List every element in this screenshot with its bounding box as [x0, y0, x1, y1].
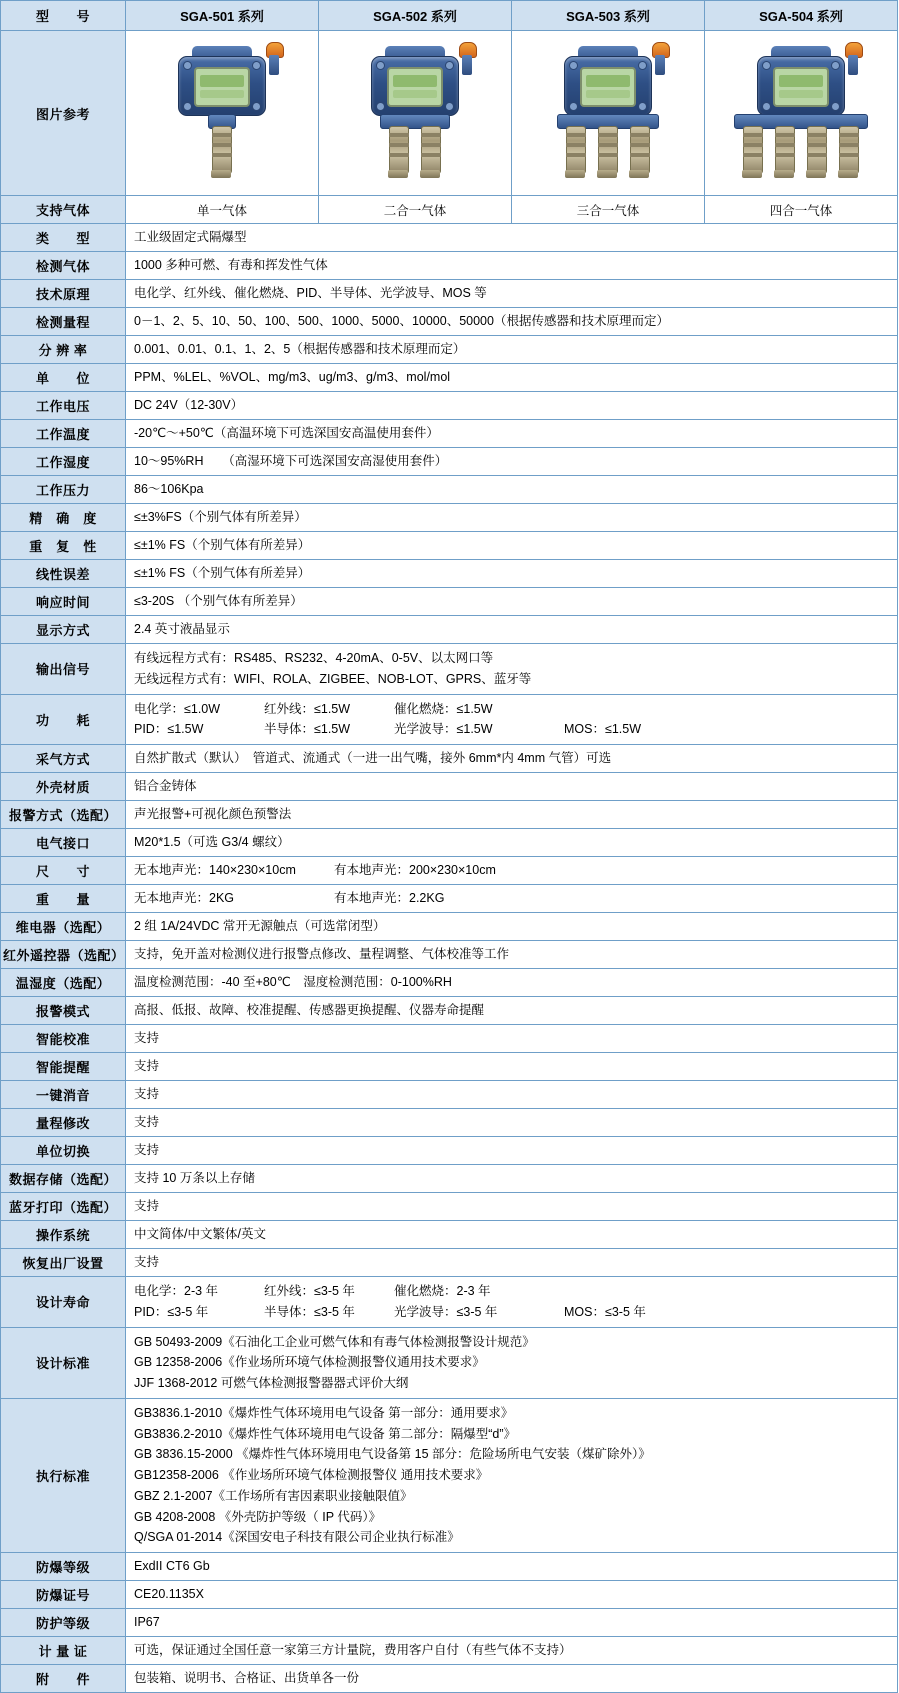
row-value: ≤3-20S （个别气体有所差异）	[126, 588, 898, 616]
table-row	[1, 392, 898, 420]
row-label: 智能校准	[1, 1025, 126, 1053]
row-value: ExdII CT6 Gb	[126, 1553, 898, 1581]
model-504: SGA-504 系列	[705, 1, 898, 31]
table-row-weight	[1, 885, 898, 913]
table-row	[1, 1193, 898, 1221]
row-label: 单位切换	[1, 1137, 126, 1165]
row-value: DC 24V（12-30V）	[126, 392, 898, 420]
weight-with-alarm: 有本地声光：2.2KG	[334, 891, 445, 906]
table-row-power	[1, 694, 898, 745]
table-row	[1, 588, 898, 616]
row-label: 采气方式	[1, 745, 126, 773]
model-502: SGA-502 系列	[319, 1, 512, 31]
table-row-design-life	[1, 1277, 898, 1328]
size-with-alarm: 有本地声光：200×230×10cm	[334, 863, 496, 878]
gas-sensor-probe	[775, 126, 795, 174]
row-label: 电气接口	[1, 829, 126, 857]
table-row	[1, 913, 898, 941]
weight-without-alarm: 无本地声光：2KG	[134, 891, 235, 906]
row-label: 恢复出厂设置	[1, 1249, 126, 1277]
row-label: 操作系统	[1, 1221, 126, 1249]
weight-values	[134, 889, 889, 908]
life-line-1	[134, 1281, 889, 1302]
power-electrochemical: 电化学：≤1.0W	[134, 701, 221, 716]
table-row	[1, 1249, 898, 1277]
row-value: 0－1、2、5、10、50、100、500、1000、5000、10000、50000（根据传感器和技术原理而定）	[126, 308, 898, 336]
alarm-lamp-icon	[651, 42, 669, 76]
execution-standard-item: GBZ 2.1-2007《工作场所有害因素职业接触限值》	[134, 1488, 413, 1503]
table-row	[1, 476, 898, 504]
row-label: 工作湿度	[1, 448, 126, 476]
row-label-image-reference: 图片参考	[1, 31, 126, 196]
table-row	[1, 941, 898, 969]
row-value: 电化学、红外线、催化燃烧、PID、半导体、光学波导、MOS 等	[126, 280, 898, 308]
row-value: 0.001、0.01、0.1、1、2、5（根据传感器和技术原理而定）	[126, 336, 898, 364]
life-infrared: 红外线：≤3-5 年	[264, 1284, 355, 1298]
row-label: 工作压力	[1, 476, 126, 504]
device-image-503	[512, 31, 705, 196]
execution-standard-item: GB 3836.15-2000 《爆炸性气体环境用电气设备第 15 部分：危险场所电气安装（煤矿除外）》	[134, 1447, 651, 1462]
row-value: CE20.1135X	[126, 1581, 898, 1609]
supported-gas-502: 二合一气体	[319, 196, 512, 224]
table-row	[1, 969, 898, 997]
row-label: 外壳材质	[1, 773, 126, 801]
row-value: 包装箱、说明书、合格证、出货单各一份	[126, 1665, 898, 1693]
row-label: 检测气体	[1, 252, 126, 280]
life-optical-waveguide: 光学波导：≤3-5 年	[394, 1304, 498, 1319]
row-value: 10～95%RH （高湿环境下可选深国安高湿使用套件）	[126, 448, 898, 476]
device-image-502	[319, 31, 512, 196]
device-body	[564, 56, 652, 116]
row-label: 附 件	[1, 1665, 126, 1693]
life-catalytic: 催化燃烧：2-3 年	[394, 1284, 491, 1298]
power-semiconductor: 半导体：≤1.5W	[264, 722, 351, 737]
row-value: IP67	[126, 1609, 898, 1637]
table-row	[1, 1637, 898, 1665]
gas-sensor-probe	[743, 126, 763, 174]
table-row	[1, 364, 898, 392]
row-value: 自然扩散式（默认） 管道式、流通式（一进一出气嘴，接外 6mm*内 4mm 气管）可选	[126, 745, 898, 773]
size-values	[134, 861, 889, 880]
output-wired: 有线远程方式有：RS485、RS232、4-20mA、0-5V、以太网口等	[134, 651, 494, 665]
row-label: 类 型	[1, 224, 126, 252]
alarm-lamp-icon	[458, 42, 476, 76]
row-label: 蓝牙打印（选配）	[1, 1193, 126, 1221]
table-row	[1, 224, 898, 252]
supported-gas-501: 单一气体	[126, 196, 319, 224]
row-value: 支持 10 万条以上存储	[126, 1165, 898, 1193]
row-label: 防爆等级	[1, 1553, 126, 1581]
row-value: ≤±1% FS（个别气体有所差异）	[126, 560, 898, 588]
table-row	[1, 997, 898, 1025]
row-value: 2.4 英寸液晶显示	[126, 616, 898, 644]
execution-standard-item: Q/SGA 01-2014《深国安电子科技有限公司企业执行标准》	[134, 1530, 460, 1545]
row-value: 支持	[126, 1109, 898, 1137]
row-label: 计 量 证	[1, 1637, 126, 1665]
row-label-power: 功 耗	[1, 694, 126, 745]
row-value-output-signal	[126, 644, 898, 695]
row-label: 维电器（选配）	[1, 913, 126, 941]
table-row-supported-gas	[1, 196, 898, 224]
gas-sensor-probe	[630, 126, 650, 174]
table-row	[1, 252, 898, 280]
power-infrared: 红外线：≤1.5W	[264, 701, 351, 716]
design-standard-item: GB 50493-2009《石油化工企业可燃气体和有毒气体检测报警设计规范》	[134, 1334, 535, 1349]
row-value: 支持	[126, 1053, 898, 1081]
device-image-504	[705, 31, 898, 196]
row-label: 分 辨 率	[1, 336, 126, 364]
execution-standard-item: GB 4208-2008 《外壳防护等级（ IP 代码）》	[134, 1509, 382, 1524]
device-illustration-SGA-501	[147, 38, 297, 188]
table-row-design-standard	[1, 1327, 898, 1398]
row-value: 温度检测范围：-40 至+80℃ 湿度检测范围：0-100%RH	[126, 969, 898, 997]
gas-sensor-probe	[839, 126, 859, 174]
size-without-alarm: 无本地声光：140×230×10cm	[134, 863, 296, 878]
table-row	[1, 308, 898, 336]
table-row	[1, 1025, 898, 1053]
row-value: 高报、低报、故障、校准提醒、传感器更换提醒、仪器寿命提醒	[126, 997, 898, 1025]
row-label-supported-gas: 支持气体	[1, 196, 126, 224]
table-row	[1, 1165, 898, 1193]
row-label-output-signal: 输出信号	[1, 644, 126, 695]
row-label: 精 确 度	[1, 504, 126, 532]
device-display	[580, 67, 636, 107]
row-value: 2 组 1A/24VDC 常开无源触点（可选常闭型）	[126, 913, 898, 941]
row-value-execution-standard	[126, 1398, 898, 1552]
row-value: 声光报警+可视化颜色预警法	[126, 801, 898, 829]
row-label-execution-standard: 执行标准	[1, 1398, 126, 1552]
device-illustration-SGA-502	[340, 38, 490, 188]
power-line-1	[134, 699, 889, 720]
table-row	[1, 280, 898, 308]
life-mos: MOS：≤3-5 年	[564, 1304, 646, 1319]
table-row	[1, 616, 898, 644]
row-label: 线性误差	[1, 560, 126, 588]
row-label: 数据存储（选配）	[1, 1165, 126, 1193]
supported-gas-504: 四合一气体	[705, 196, 898, 224]
row-value-weight	[126, 885, 898, 913]
table-row	[1, 532, 898, 560]
table-row	[1, 1081, 898, 1109]
table-row	[1, 801, 898, 829]
row-value: 支持	[126, 1193, 898, 1221]
row-label: 一键消音	[1, 1081, 126, 1109]
row-label-model: 型 号	[1, 1, 126, 31]
row-value: 支持	[126, 1025, 898, 1053]
model-501: SGA-501 系列	[126, 1, 319, 31]
device-illustration-SGA-503	[533, 38, 683, 188]
row-value: 支持	[126, 1081, 898, 1109]
row-value-power	[126, 694, 898, 745]
row-value: ≤±3%FS（个别气体有所差异）	[126, 504, 898, 532]
device-display	[387, 67, 443, 107]
gas-sensor-probe	[421, 126, 441, 174]
table-row	[1, 773, 898, 801]
row-label: 技术原理	[1, 280, 126, 308]
table-row-output-signal	[1, 644, 898, 695]
alarm-lamp-icon	[265, 42, 283, 76]
device-display	[773, 67, 829, 107]
row-label-weight: 重 量	[1, 885, 126, 913]
row-label-size: 尺 寸	[1, 857, 126, 885]
design-standard-item: JJF 1368-2012 可燃气体检测报警器器式评价大纲	[134, 1376, 409, 1390]
gas-sensor-probe	[807, 126, 827, 174]
device-body	[371, 56, 459, 116]
design-standard-item: GB 12358-2006《作业场所环境气体检测报警仪通用技术要求》	[134, 1355, 485, 1370]
table-row	[1, 560, 898, 588]
row-label: 检测量程	[1, 308, 126, 336]
power-catalytic: 催化燃烧：≤1.5W	[394, 701, 493, 716]
row-value-size	[126, 857, 898, 885]
row-label: 工作温度	[1, 420, 126, 448]
table-row	[1, 448, 898, 476]
power-mos: MOS：≤1.5W	[564, 722, 642, 737]
row-value: -20℃～+50℃（高温环境下可选深国安高温使用套件）	[126, 420, 898, 448]
row-value: 支持	[126, 1137, 898, 1165]
life-semiconductor: 半导体：≤3-5 年	[264, 1304, 355, 1319]
power-line-2	[134, 719, 889, 740]
table-row	[1, 829, 898, 857]
row-label: 防护等级	[1, 1609, 126, 1637]
life-pid: PID：≤3-5 年	[134, 1304, 209, 1319]
row-label: 显示方式	[1, 616, 126, 644]
table-row	[1, 1109, 898, 1137]
table-row	[1, 1053, 898, 1081]
row-label: 报警方式（选配）	[1, 801, 126, 829]
device-body	[178, 56, 266, 116]
row-label: 响应时间	[1, 588, 126, 616]
life-line-2	[134, 1302, 889, 1323]
supported-gas-503: 三合一气体	[512, 196, 705, 224]
table-row-size	[1, 857, 898, 885]
execution-standard-item: GB12358-2006 《作业场所环境气体检测报警仪 通用技术要求》	[134, 1468, 489, 1482]
table-row	[1, 1137, 898, 1165]
gas-sensor-probe	[566, 126, 586, 174]
row-value: 86～106Kpa	[126, 476, 898, 504]
row-value: 支持，免开盖对检测仪进行报警点修改、量程调整、气体校准等工作	[126, 941, 898, 969]
table-row-model	[1, 1, 898, 31]
row-value: PPM、%LEL、%VOL、mg/m3、ug/m3、g/m3、mol/mol	[126, 364, 898, 392]
row-label: 重 复 性	[1, 532, 126, 560]
row-value: ≤±1% FS（个别气体有所差异）	[126, 532, 898, 560]
alarm-lamp-icon	[844, 42, 862, 76]
device-display	[194, 67, 250, 107]
table-row	[1, 1221, 898, 1249]
row-value-design-standard	[126, 1327, 898, 1398]
model-503: SGA-503 系列	[512, 1, 705, 31]
table-row	[1, 336, 898, 364]
device-image-501	[126, 31, 319, 196]
row-label: 红外遥控器（选配）	[1, 941, 126, 969]
gas-sensor-probe	[389, 126, 409, 174]
row-label: 防爆证号	[1, 1581, 126, 1609]
device-body	[757, 56, 845, 116]
table-row	[1, 420, 898, 448]
table-row	[1, 1665, 898, 1693]
table-row-images	[1, 31, 898, 196]
row-label: 单 位	[1, 364, 126, 392]
row-value: 可选，保证通过全国任意一家第三方计量院，费用客户自付（有些气体不支持）	[126, 1637, 898, 1665]
gas-sensor-probe	[598, 126, 618, 174]
table-row	[1, 745, 898, 773]
device-illustration-SGA-504	[726, 38, 876, 188]
gas-sensor-probe	[212, 126, 232, 174]
row-label-design-standard: 设计标准	[1, 1327, 126, 1398]
row-label: 温湿度（选配）	[1, 969, 126, 997]
power-optical-waveguide: 光学波导：≤1.5W	[394, 722, 493, 737]
row-value: 工业级固定式隔爆型	[126, 224, 898, 252]
output-wireless: 无线远程方式有：WIFI、ROLA、ZIGBEE、NOB-LOT、GPRS、蓝牙等	[134, 671, 532, 686]
life-electrochemical: 电化学：2-3 年	[134, 1284, 219, 1298]
row-value: 中文简体/中文繁体/英文	[126, 1221, 898, 1249]
power-pid: PID：≤1.5W	[134, 722, 204, 737]
table-row	[1, 1581, 898, 1609]
row-value: 铝合金铸体	[126, 773, 898, 801]
row-label-design-life: 设计寿命	[1, 1277, 126, 1328]
row-value: M20*1.5（可选 G3/4 螺纹）	[126, 829, 898, 857]
row-label: 工作电压	[1, 392, 126, 420]
row-label: 智能提醒	[1, 1053, 126, 1081]
row-value: 支持	[126, 1249, 898, 1277]
table-row-execution-standard	[1, 1398, 898, 1552]
execution-standard-item: GB3836.1-2010《爆炸性气体环境用电气设备 第一部分：通用要求》	[134, 1405, 514, 1420]
execution-standard-item: GB3836.2-2010《爆炸性气体环境用电气设备 第二部分：隔爆型“d”》	[134, 1426, 517, 1441]
table-row	[1, 1609, 898, 1637]
table-row	[1, 504, 898, 532]
table-row	[1, 1553, 898, 1581]
row-value: 1000 多种可燃、有毒和挥发性气体	[126, 252, 898, 280]
row-label: 报警模式	[1, 997, 126, 1025]
row-value-design-life	[126, 1277, 898, 1328]
row-label: 量程修改	[1, 1109, 126, 1137]
